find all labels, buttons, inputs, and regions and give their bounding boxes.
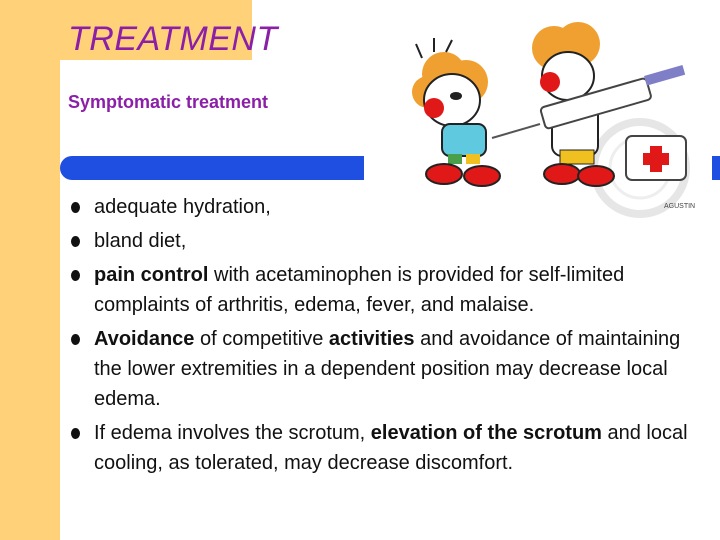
bullet-dot-icon bbox=[71, 428, 80, 439]
list-item bbox=[60, 260, 710, 320]
patient-clown bbox=[412, 38, 500, 186]
bullet-dot-icon bbox=[71, 334, 80, 345]
bullet-text: If edema involves the scrotum, bbox=[94, 422, 371, 444]
bullet-text: and local cooling, as tolerated, may decrease discomfort. bbox=[94, 422, 688, 474]
bullet-dot-icon bbox=[71, 202, 80, 213]
list-item bbox=[60, 324, 710, 414]
emphasis-text: activities bbox=[328, 328, 415, 350]
slide-title: TREATMENT bbox=[68, 20, 278, 58]
treatment-list bbox=[60, 192, 710, 482]
bullet-text: with acetaminophen is provided for self-limited complaints of arthritis, edema, fever, and malaise. bbox=[94, 264, 625, 316]
emphasis-text: elevation of the scrotum bbox=[370, 422, 602, 444]
emphasis-text: pain control bbox=[94, 264, 209, 286]
bullet-dot-icon bbox=[71, 236, 80, 247]
bullet-text: and avoidance of maintaining the lower extremities in a dependent position may decrease local edema. bbox=[94, 328, 681, 410]
list-item bbox=[60, 418, 710, 478]
emphasis-text: Avoidance bbox=[94, 328, 195, 350]
list-item bbox=[60, 226, 710, 256]
bullet-text: adequate hydration, bbox=[94, 196, 271, 218]
slide-subtitle: Symptomatic treatment bbox=[68, 92, 269, 112]
bullet-text: bland diet, bbox=[94, 230, 187, 252]
bullet-dot-icon bbox=[71, 270, 80, 281]
bullet-text: of competitive bbox=[194, 328, 329, 350]
list-item bbox=[60, 192, 710, 222]
medical-bag-icon bbox=[626, 136, 686, 180]
sidebar-stripe bbox=[0, 0, 60, 540]
artist-signature: AGUSTIN bbox=[664, 203, 696, 210]
